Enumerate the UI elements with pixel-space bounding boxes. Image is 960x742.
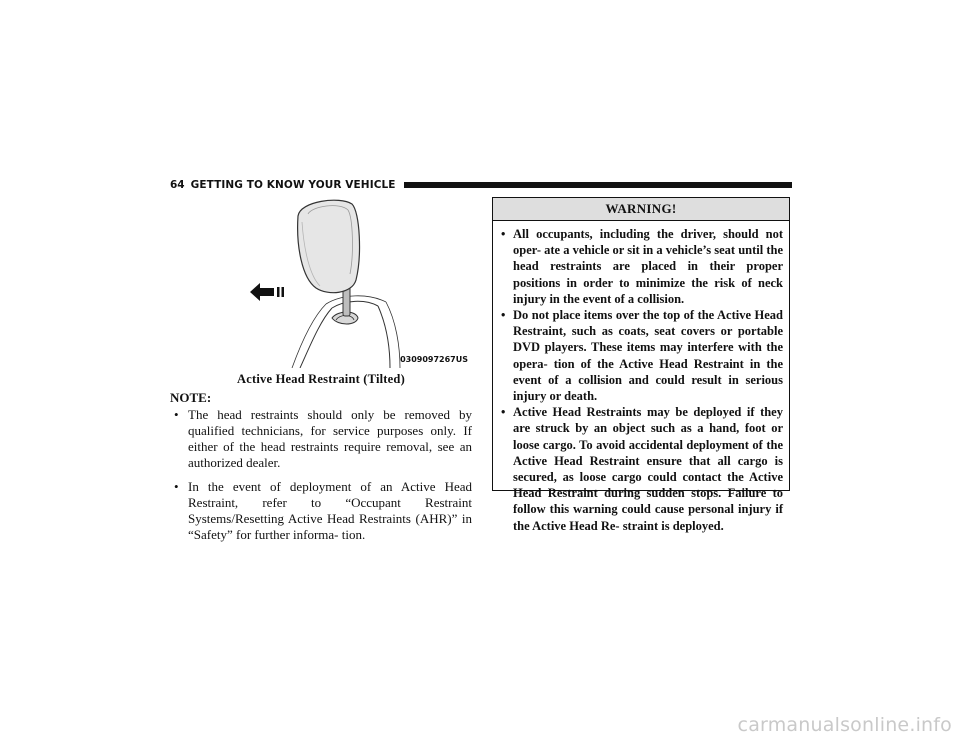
note-text: In the event of deployment of an Active Head Restraint, refer to “Occupant Restraint Systems/Resetting Active Head Restraints (AHR)” in “Safety” for further informa- tion. [188,479,472,542]
bullet: • [501,308,506,323]
bullet: • [174,479,179,494]
warning-list [493,221,789,534]
warning-title: WARNING! [493,198,789,221]
note-text: The head restraints should only be removed by qualified technicians, for service purposes only. If either of the head restraints require removal, see an authorized dealer. [188,407,472,470]
watermark: carmanualsonline.info [737,714,952,736]
page-number: 64 [170,179,185,191]
note-heading: NOTE: [170,390,212,405]
section-title: GETTING TO KNOW YOUR VEHICLE [190,179,396,191]
bullet: • [174,407,179,422]
list-item [170,479,472,543]
bullet: • [501,227,506,241]
warning-text: All occupants, including the driver, should not oper- ate a vehicle or sit in a vehicle’s seat until the head restraints are placed in their proper positions in order to minimize the risk of neck injury in the event of a collision. [513,227,783,306]
warning-text: Do not place items over the top of the Active Head Restraint, such as coats, seat covers or portable DVD players. These items may interfere with the opera- tion of the Active Head Restraint in the event of a collision and could result in serious injury or death. [513,308,783,404]
header-rule [404,182,792,188]
note-list [170,407,472,551]
head-restraint-illustration [240,196,472,368]
page-header [170,177,792,193]
warning-text: Active Head Restraints may be deployed if they are struck by an object such as a hand, foot or loose cargo. To avoid accidental deployment of the Active Head Restraint ensure that all cargo is secured, as loose cargo could contact the Active Head Restraint during sudden stops. Failure to follow this warning could cause personal injury if the Active Head Re- straint is deployed. [513,405,783,533]
list-item [501,404,783,534]
figure-caption: Active Head Restraint (Tilted) [237,372,405,386]
list-item [170,407,472,471]
head-restraint-figure [240,196,472,368]
list-item [501,307,783,404]
figure-code: 0309097267US [400,355,468,364]
list-item [501,226,783,307]
bullet: • [501,405,506,420]
warning-box [492,197,790,533]
